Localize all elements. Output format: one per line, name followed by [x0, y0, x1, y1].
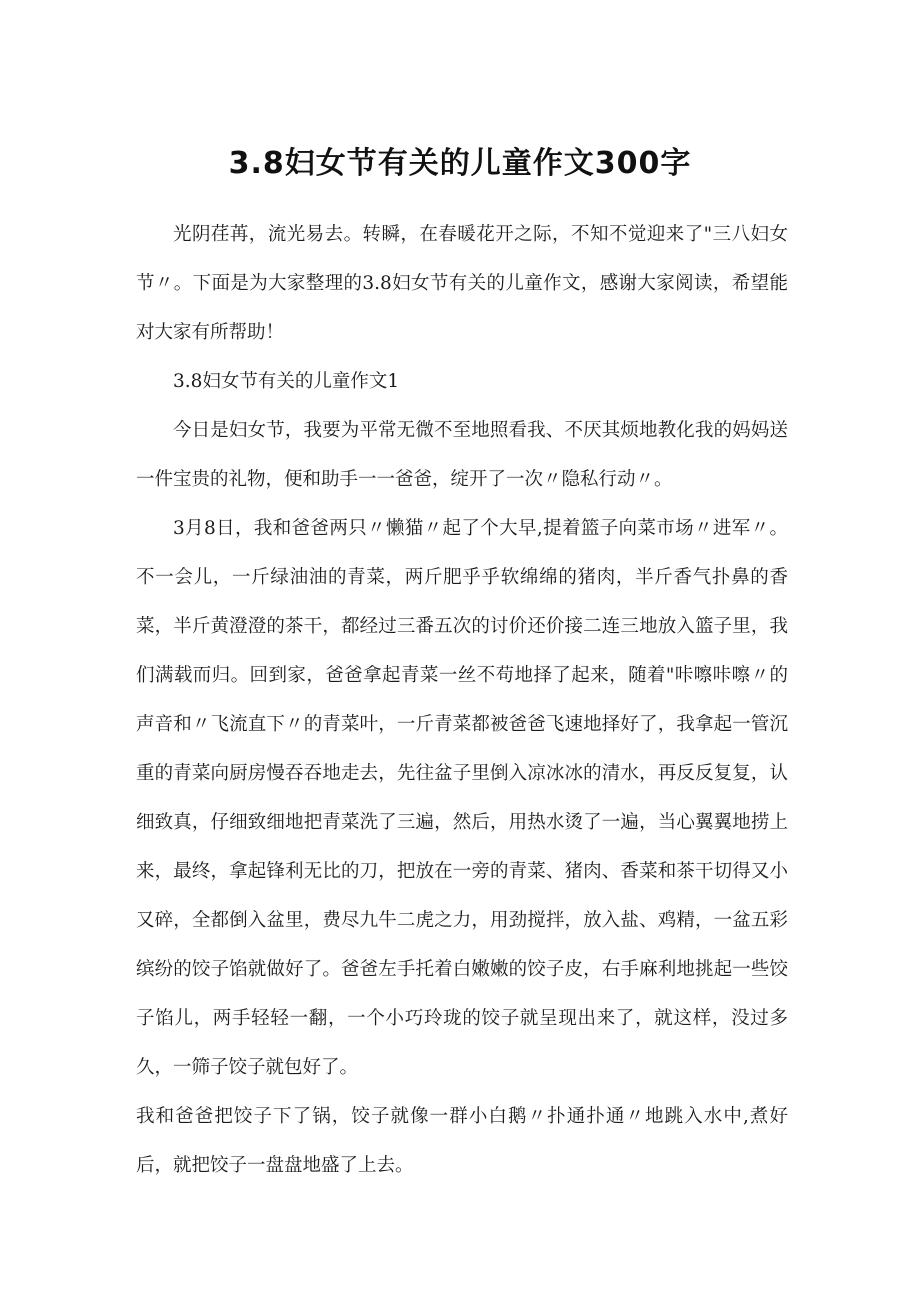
intro-paragraph: 光阴荏苒，流光易去。转瞬，在春暖花开之际，不知不觉迎来了"三八妇女节〃。下面是为大家整理的3.8妇女节有关的儿童作文，感谢大家阅读，希望能对大家有所帮助！: [136, 224, 788, 343]
document-body: [136, 210, 788, 1190]
body-paragraph-2: 3月8日，我和爸爸两只〃懒猫〃起了个大早,提着篮子向菜市场〃进军〃。不一会儿，一斤绿油油的青菜，两斤肥乎乎软绵绵的猪肉，半斤香气扑鼻的香菜，半斤黄澄澄的茶干，都经过三番五次的讨价还价接二连三地放入篮子里，我们满载而归。回到家，爸爸拿起青菜一丝不苟地择了起来，随着"咔嚓咔嚓〃的声音和〃飞流直下〃的青菜叶，一斤青菜都被爸爸飞速地择好了，我拿起一管沉重的青菜向厨房慢吞吞地走去，先往盆子里倒入凉冰冰的清水，再反反复复，认细致真，仔细致细地把青菜洗了三遍，然后，用热水烫了一遍，当心翼翼地捞上来，最终，拿起锋利无比的刀，把放在一旁的青菜、猪肉、香菜和茶干切得又小又碎，全都倒入盆里，费尽九牛二虎之力，用劲搅拌，放入盐、鸡精，一盆五彩缤纷的饺子馅就做好了。爸爸左手托着白嫩嫩的饺子皮，右手麻利地挑起一些饺子馅儿，两手轻轻一翻，一个小巧玲珑的饺子就呈现出来了，就这样，没过多久，一筛子饺子就包好了。: [136, 518, 788, 1078]
document-title: 3.8妇女节有关的儿童作文300字: [228, 146, 692, 181]
body-paragraph-1: 今日是妇女节，我要为平常无微不至地照看我、不厌其烦地教化我的妈妈送一件宝贵的礼物，便和助手一一爸爸，绽开了一次〃隐私行动〃。: [136, 420, 788, 490]
body-paragraph-3: 我和爸爸把饺子下了锅，饺子就像一群小白鹅〃扑通扑通〃地跳入水中,煮好后，就把饺子一盘盘地盛了上去。: [136, 1106, 788, 1176]
section-heading: 3.8妇女节有关的儿童作文1: [173, 371, 400, 392]
